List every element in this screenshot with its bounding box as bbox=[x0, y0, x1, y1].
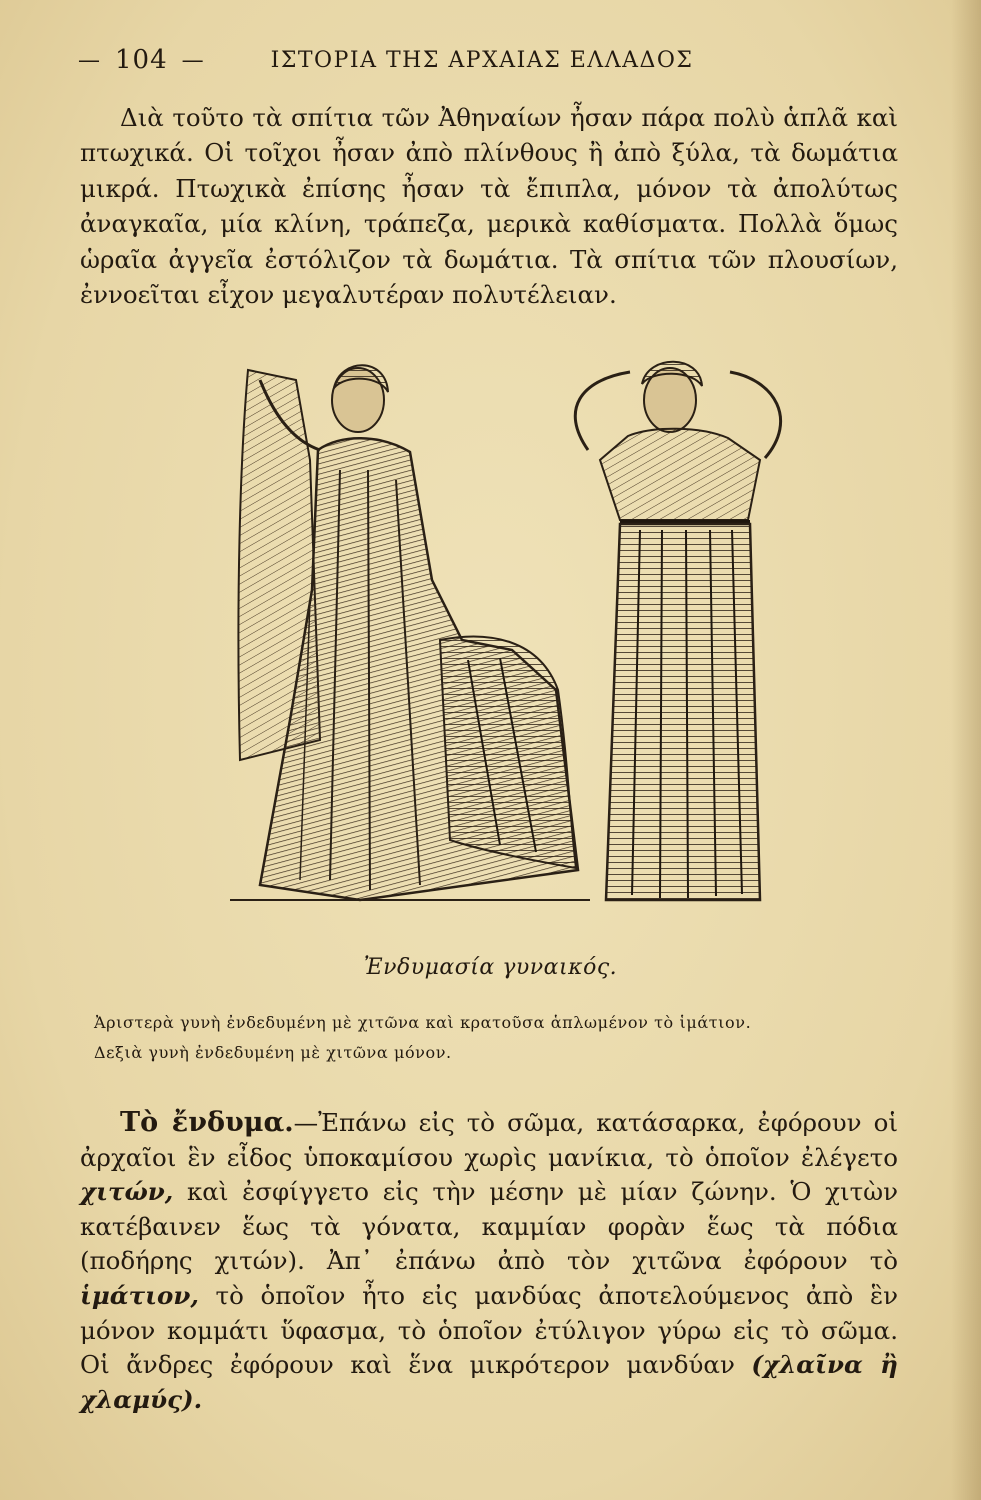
header-dash-left: — bbox=[78, 47, 101, 73]
page-number: 104 bbox=[115, 45, 168, 75]
section-heading: Τὸ ἔνδυμα. bbox=[120, 1107, 294, 1138]
paragraph-clothing-text-2: καὶ ἐσφίγγετο εἰς τὴν μέσην μὲ μίαν ζώνην. Ὁ χιτὼν κατέβαινεν ἕως τὰ γόνατα, καμμίαν φορὰν ἕως τὰ πόδια (ποδήρης χιτών). Ἀπ᾽ ἐπάνω ἀπὸ τὸν χιτῶνα ἐφόρουν τὸ bbox=[80, 1177, 898, 1276]
left-woman-figure bbox=[230, 365, 590, 900]
running-header bbox=[78, 40, 718, 80]
right-woman-figure bbox=[575, 362, 780, 900]
paragraph-houses: Διὰ τοῦτο τὰ σπίτια τῶν Ἀθηναίων ἦσαν πάρα πολὺ ἁπλᾶ καὶ πτωχικά. Οἱ τοῖχοι ἦσαν ἀπὸ πλίνθους ἢ ἀπὸ ξύλα, τὰ δωμάτια μικρά. Πτωχικὰ ἐπίσης ἦσαν τὰ ἔπιπλα, μόνον τὰ ἀπολύτως ἀναγκαῖα, μία κλίνη, τράπεζα, μερικὰ καθίσματα. Πολλὰ ὅμως ὡραῖα ἀγγεῖα ἐστόλιζον τὰ δωμάτια. Τὰ σπίτια τῶν πλουσίων, ἐννοεῖται εἶχον μεγαλυτέραν πολυτέλειαν. bbox=[80, 103, 898, 310]
term-chlaina-chlamys: (χλαῖνα ἢ χλαμύς). bbox=[80, 1350, 898, 1414]
figure-legend-right: Δεξιὰ γυνὴ ἐνδεδυμένη μὲ χιτῶνα μόνον. bbox=[94, 1043, 452, 1062]
paragraph-clothing bbox=[80, 1106, 898, 1417]
page-edge-shadow bbox=[951, 0, 981, 1500]
figure-caption: Ἐνδυμασία γυναικός. bbox=[363, 955, 618, 980]
illustration-women-clothing bbox=[200, 340, 800, 920]
paragraph-clothing-text-3: τὸ ὁποῖον ἦτο εἰς μανδύας ἀποτελούμενος ἀπὸ ἓν μόνον κομμάτι ὕφασμα, τὸ ὁποῖον ἐτύλιγον γύρω εἰς τὸ σῶμα. Οἱ ἄνδρες ἐφόρουν καὶ ἕνα μικρότερον μανδύαν bbox=[80, 1280, 898, 1380]
paragraph-clothing-text-1: —Ἐπάνω εἰς τὸ σῶμα, κατάσαρκα, ἐφόρουν οἱ ἀρχαῖοι ἓν εἶδος ὑποκαμίσου χωρὶς μανίκια, τὸ ὁποῖον ἐλέγετο bbox=[80, 1108, 898, 1172]
term-himation: ἱμάτιον, bbox=[80, 1280, 199, 1310]
header-dash-right: — bbox=[181, 47, 205, 73]
term-chiton: χιτών, bbox=[80, 1177, 174, 1207]
book-title: ΙΣΤΟΡΙΑ ΤΗΣ ΑΡΧΑΙΑΣ ΕΛΛΑΔΟΣ bbox=[270, 47, 694, 73]
figure-legend-left: Ἀριστερὰ γυνὴ ἐνδεδυμένη μὲ χιτῶνα καὶ κρατοῦσα ἁπλωμένον τὸ ἱμάτιον. bbox=[94, 1013, 752, 1032]
